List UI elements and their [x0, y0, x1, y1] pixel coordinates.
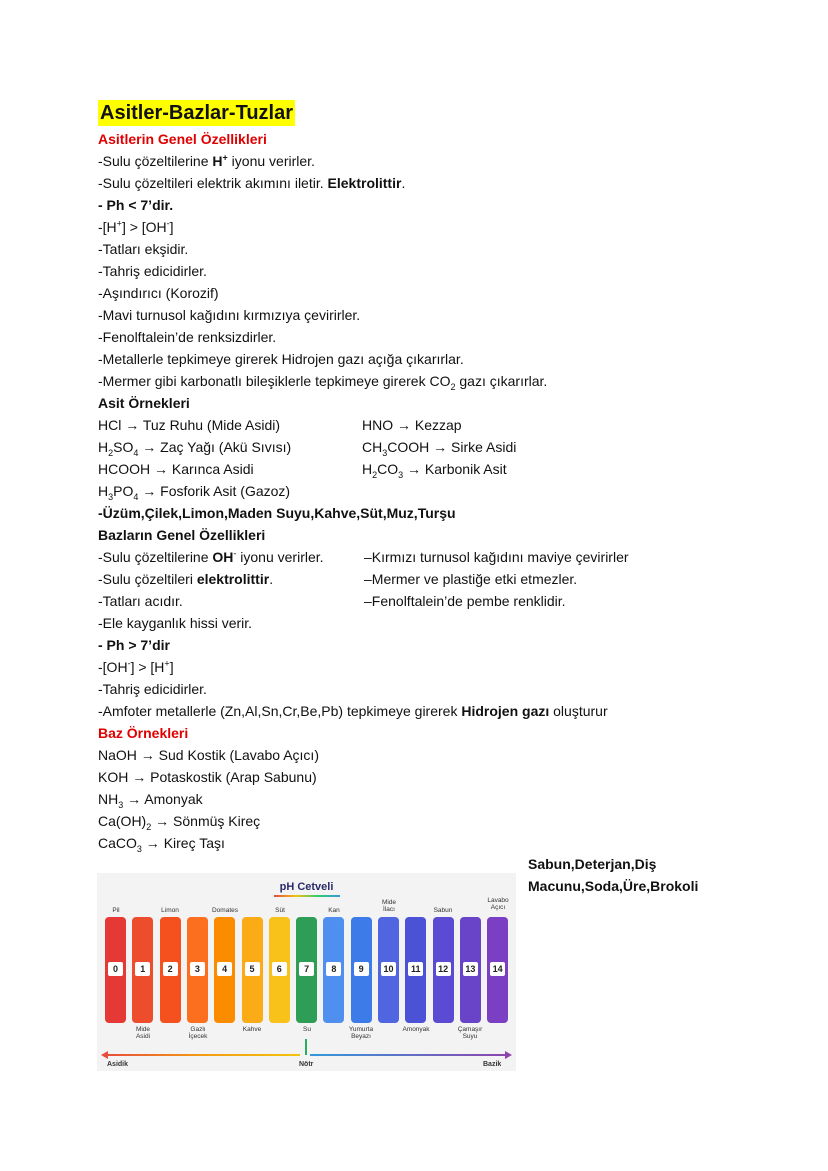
ph-bar-0: [105, 917, 126, 1023]
ph-value-2: 2: [163, 962, 178, 976]
acid-prop-6: -Tahriş edicidirler.: [98, 263, 207, 279]
ph-value-14: 14: [490, 962, 505, 976]
ph-bar-8: [323, 917, 344, 1023]
ph-bar-3: [187, 917, 208, 1023]
base-example-4: $Ca(OH)_2$ → Sönmüş Kireç: [98, 813, 261, 832]
ph-scale-figure: [97, 873, 516, 1071]
base-prop-7: -Tahriş edicidirler.: [98, 681, 207, 697]
ph-bar-13: [460, 917, 481, 1023]
ph-value-9: 9: [354, 962, 369, 976]
basic-arrow-icon: [505, 1051, 512, 1059]
acid-prop-4: -[H+] > [OH-]: [98, 218, 174, 235]
ph-bar-2: [160, 917, 181, 1023]
acid-example-row-2: $H_2SO_4$ → Zaç Yağı (Akü Sıvısı) $CH_3COOH$ → Sirke Asidi: [98, 439, 517, 458]
ph-top-label-domates: Domates: [211, 907, 239, 914]
base-example-1: NaOH → Sud Kostik (Lavabo Açıcı): [98, 747, 319, 763]
ph-value-3: 3: [190, 962, 205, 976]
ph-top-label-pil: Pil: [112, 907, 120, 914]
ph-title-underline: [274, 895, 340, 897]
ph-top-label-kan: Kan: [328, 907, 340, 914]
ph-bar-7: [296, 917, 317, 1023]
acid-prop-11: -Mermer gibi karbonatlı bileşiklerle tepkimeye girerek $CO_2$ gazı çıkarırlar.: [98, 373, 548, 392]
acid-prop-8: -Mavi turnusol kağıdını kırmızıya çevirirler.: [98, 307, 361, 323]
ph-value-8: 8: [326, 962, 341, 976]
base-prop-6: -[OH-] > [H+]: [98, 658, 174, 675]
ph-value-11: 11: [408, 962, 423, 976]
ph-bar-14: [487, 917, 508, 1023]
axis-label-asidik: Asidik: [107, 1061, 129, 1068]
acid-prop-10: -Metallerle tepkimeye girerek Hidrojen gazı açığa çıkarırlar.: [98, 351, 464, 367]
ph-value-10: 10: [381, 962, 396, 976]
ph-top-label-sut: Süt: [275, 907, 285, 914]
base-example-5: CaCO$_3$ → Kireç Taşı: [98, 835, 225, 854]
axis-label-notr: Nötr: [299, 1061, 314, 1068]
ph-top-label-limon: Limon: [161, 907, 179, 914]
bases-heading: Bazların Genel Özellikleri: [98, 527, 266, 543]
ph-bottom-label-camasir-suyu: Çamaşır Suyu: [457, 1026, 483, 1040]
ph-bottom-label-amonyak: Amonyak: [402, 1026, 430, 1033]
ph-bar-12: [433, 917, 454, 1023]
document-body: [98, 100, 738, 854]
acid-prop-3: - Ph < 7’dir.: [98, 197, 174, 213]
base-prop-5: - Ph > 7’dir: [98, 637, 170, 653]
base-foods-line-2: Macunu,Soda,Üre,Brokoli: [528, 878, 699, 894]
acid-examples-heading: Asit Örnekleri: [98, 395, 190, 411]
base-example-2: KOH → Potaskostik (Arap Sabunu): [98, 769, 317, 785]
ph-scale-title: pH Cetveli: [279, 881, 334, 893]
base-prop-row-1: -Sulu çözeltilerine OH- iyonu verirler. –Kırmızı turnusol kağıdını maviye çevirirler: [98, 548, 629, 565]
ph-bar-11: [405, 917, 426, 1023]
ph-value-1: 1: [135, 962, 150, 976]
base-examples-heading: Baz Örnekleri: [98, 725, 189, 741]
ph-bar-6: [269, 917, 290, 1023]
ph-bar-4: [214, 917, 235, 1023]
ph-bar-9: [351, 917, 372, 1023]
ph-value-0: 0: [108, 962, 123, 976]
ph-value-7: 7: [299, 962, 314, 976]
acid-prop-2: -Sulu çözeltileri elektrik akımını iletir. Elektrolittir.: [98, 175, 406, 191]
ph-bottom-label-kahve: Kahve: [242, 1026, 262, 1033]
axis-label-bazik: Bazik: [483, 1061, 502, 1068]
acid-example-row-3: HCOOH → Karınca Asidi $H_2CO_3$ → Karbonik Asit: [98, 461, 507, 480]
base-prop-row-3: -Tatları acıdır. –Fenolftalein’de pembe renklidir.: [98, 593, 566, 609]
neutral-marker: [305, 1039, 307, 1055]
ph-bar-5: [242, 917, 263, 1023]
acid-example-foods: -Üzüm,Çilek,Limon,Maden Suyu,Kahve,Süt,Muz,Turşu: [98, 505, 456, 521]
acids-heading: Asitlerin Genel Özellikleri: [98, 131, 267, 147]
base-foods-line-1: Sabun,Deterjan,Diş: [528, 856, 657, 872]
basic-axis-line: [310, 1054, 510, 1056]
acid-prop-9: -Fenolftalein’de renksizdirler.: [98, 329, 277, 345]
ph-value-12: 12: [436, 962, 451, 976]
ph-bottom-label-su: Su: [303, 1026, 311, 1033]
acid-prop-1: -Sulu çözeltilerine H+ iyonu verirler.: [98, 152, 315, 169]
ph-top-label-lavabo-acici: Lavabo Açıcı: [487, 897, 509, 911]
ph-value-5: 5: [245, 962, 260, 976]
ph-bar-1: [132, 917, 153, 1023]
acid-prop-5: -Tatları ekşidir.: [98, 241, 189, 257]
base-prop-4: -Ele kayganlık hissi verir.: [98, 615, 253, 631]
ph-bottom-label-mide-asidi: Mide Asidi: [135, 1026, 151, 1040]
ph-bar-10: [378, 917, 399, 1023]
acid-example-row-1: HCl → Tuz Ruhu (Mide Asidi) HNO → Kezzap: [98, 417, 462, 433]
base-example-3: $NH_3$ → Amonyak: [98, 791, 203, 810]
ph-bottom-label-yumurta-beyazi: Yumurta Beyazı: [348, 1026, 374, 1040]
base-prop-8: -Amfoter metallerle (Zn,Al,Sn,Cr,Be,Pb) tepkimeye girerek Hidrojen gazı oluşturur: [98, 703, 608, 719]
ph-top-label-mide-ilaci: Mide İlacı: [381, 899, 397, 913]
ph-value-6: 6: [272, 962, 287, 976]
ph-value-4: 4: [217, 962, 232, 976]
base-prop-row-2: -Sulu çözeltileri elektrolittir. –Mermer ve plastiğe etki etmezler.: [98, 571, 578, 587]
page-title: Asitler-Bazlar-Tuzlar: [100, 102, 294, 124]
ph-value-13: 13: [463, 962, 478, 976]
ph-top-label-sabun: Sabun: [433, 907, 453, 914]
acid-example-row-4: $H_3PO_4$ → Fosforik Asit (Gazoz): [98, 483, 291, 502]
acid-prop-7: -Aşındırıcı (Korozif): [98, 285, 219, 301]
ph-bottom-label-gazli-icecek: Gazlı İçecek: [188, 1026, 208, 1040]
base-foods-note: [528, 853, 728, 897]
acidic-axis-line: [105, 1054, 300, 1056]
